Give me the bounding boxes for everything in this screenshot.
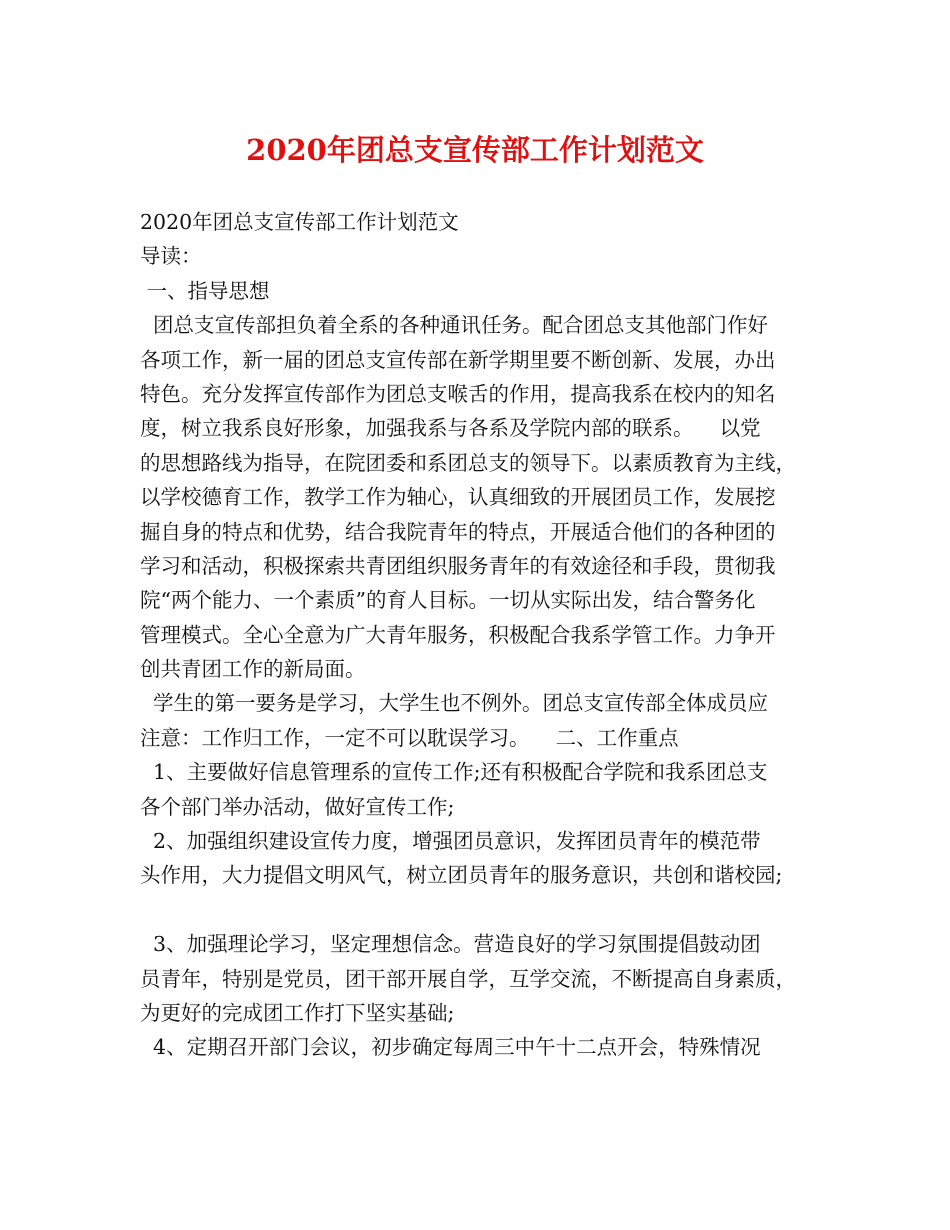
- body-line: 2020年团总支宣传部工作计划范文: [140, 210, 459, 234]
- document-title: 2020年团总支宣传部工作计划范文: [246, 133, 704, 167]
- body-line: 团总支宣传部担负着全系的各种通讯任务。配合团总支其他部门作好: [140, 313, 769, 338]
- body-line: 各项工作，新一届的团总支宣传部在新学期里要不断创新、发展，办出: [140, 347, 776, 372]
- body-line: 度，树立我系良好形象，加强我系与各系及学院内部的联系。 以党: [140, 416, 761, 441]
- body-line: 头作用，大力提倡文明风气，树立团员青年的服务意识，共创和谐校园;: [140, 863, 783, 888]
- body-line: 3、加强理论学习，坚定理想信念。营造良好的学习氛围提倡鼓动团: [140, 932, 761, 957]
- body-line: 学生的第一要务是学习，大学生也不例外。团总支宣传部全体成员应: [140, 691, 769, 716]
- body-line: 特色。充分发挥宣传部作为团总支喉舌的作用，提高我系在校内的知名: [140, 381, 776, 406]
- document-body: [140, 205, 840, 1065]
- body-line: 的思想路线为指导，在院团委和系团总支的领导下。以素质教育为主线，: [140, 450, 796, 475]
- body-line: 导读：: [140, 244, 202, 269]
- body-line: 2、加强组织建设宣传力度，增强团员意识，发挥团员青年的模范带: [140, 829, 761, 854]
- body-line: 创共青团工作的新局面。: [140, 657, 366, 682]
- body-line: 院“两个能力、一个素质”的育人目标。一切从实际出发，结合警务化: [140, 588, 756, 613]
- body-line: 4、定期召开部门会议，初步确定每周三中午十二点开会，特殊情况: [140, 1035, 761, 1060]
- body-line: 学习和活动，积极探索共青团组织服务青年的有效途径和手段，贯彻我: [140, 553, 776, 578]
- body-line: 以学校德育工作，教学工作为轴心，认真细致的开展团员工作，发展挖: [140, 485, 776, 510]
- body-line: 员青年，特别是党员，团干部开展自学，互学交流，不断提高自身素质，: [140, 966, 796, 991]
- blank-line: [140, 893, 840, 927]
- body-line: 各个部门举办活动，做好宣传工作;: [140, 794, 455, 819]
- body-line: 一、指导思想: [140, 278, 270, 303]
- body-line: 管理模式。全心全意为广大青年服务，积极配合我系学管工作。力争开: [140, 622, 776, 647]
- body-line: 注意：工作归工作，一定不可以耽误学习。 二、工作重点: [140, 725, 679, 750]
- body-line: 为更好的完成团工作打下坚实基础;: [140, 1000, 455, 1025]
- body-line: 1、主要做好信息管理系的宣传工作;还有积极配合学院和我系团总支: [140, 760, 768, 785]
- body-line: 掘自身的特点和优势，结合我院青年的特点，开展适合他们的各种团的: [140, 519, 776, 544]
